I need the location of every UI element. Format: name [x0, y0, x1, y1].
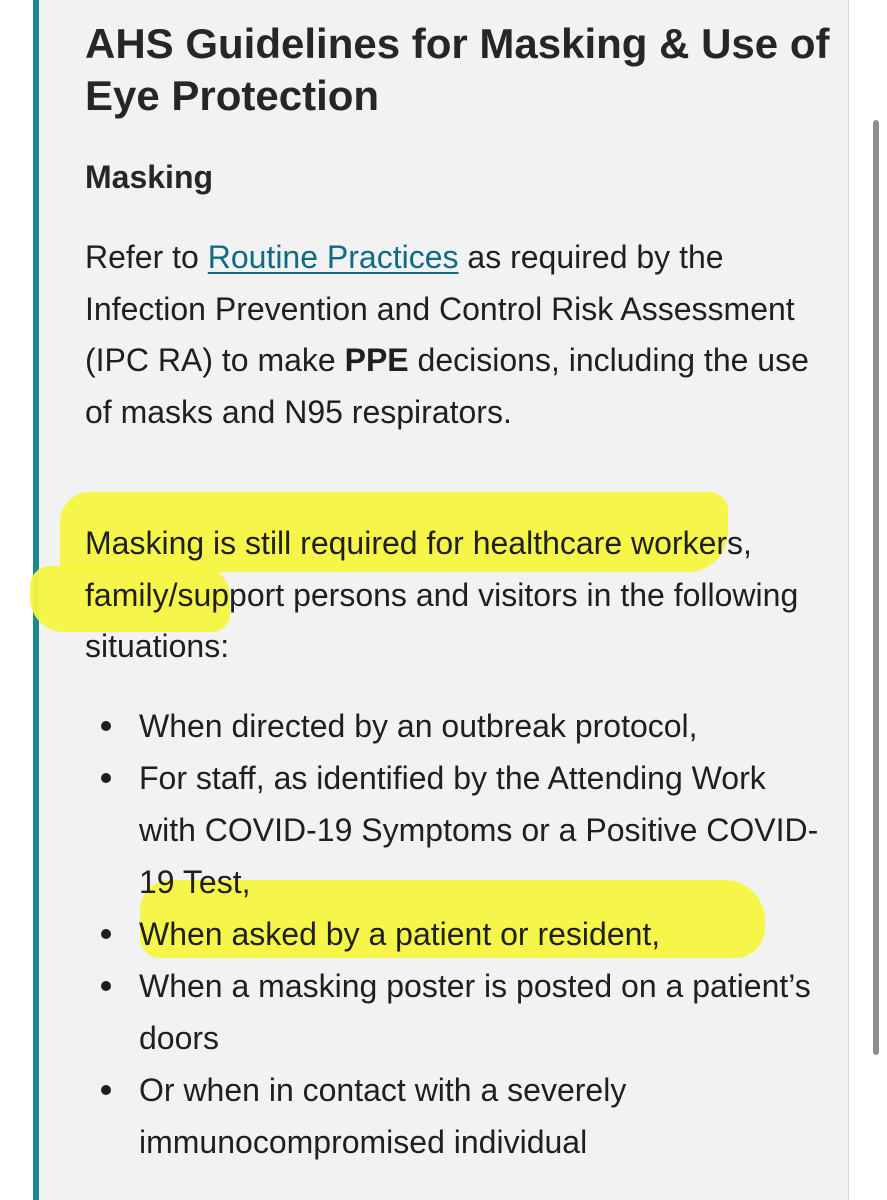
- list-item: [85, 1064, 825, 1168]
- paragraph-routine-practices: [85, 232, 825, 438]
- para1-intro: Refer to: [85, 239, 208, 275]
- para1-end: decisions, including the use of masks and N95 respirators.: [85, 342, 809, 430]
- page-title: AHS Guidelines for Masking & Use of Eye Protection: [85, 20, 830, 119]
- panel-right-edge: [848, 0, 849, 1200]
- list-item-text: For staff, as identified by the Attending Work with COVID-19 Symptoms or a Positive COVID-19 Test,: [139, 760, 819, 900]
- para1-bold-ppe: PPE: [344, 342, 409, 378]
- list-item-text: When directed by an outbreak protocol,: [139, 708, 698, 744]
- paragraph-masking-required: [85, 518, 825, 673]
- situations-list: [85, 700, 825, 1168]
- list-item-text-highlighted: When asked by a patient or resident,: [139, 916, 661, 952]
- list-item: [85, 752, 825, 908]
- list-item: [85, 700, 825, 752]
- para2-rest: family/support persons and visitors in the following situations:: [85, 576, 799, 664]
- bullet-dot: [101, 929, 111, 939]
- section-heading-masking: Masking: [85, 159, 214, 195]
- bullet-dot: [101, 773, 111, 783]
- bullet-dot: [101, 1085, 111, 1095]
- list-item-text: Or when in contact with a severely immunocompromised individual: [139, 1072, 627, 1160]
- list-item: [85, 908, 825, 960]
- highlighted-text: Masking is still required for healthcare workers,: [85, 525, 752, 561]
- routine-practices-link[interactable]: Routine Practices: [207, 239, 459, 275]
- list-item-text: When a masking poster is posted on a patient’s doors: [139, 968, 811, 1056]
- list-item: [85, 960, 825, 1064]
- para1-middle: as required by the Infection Prevention and Control Risk Assessment (IPC RA) to make: [85, 239, 795, 378]
- bullet-dot: [101, 981, 111, 991]
- scrollbar-thumb[interactable]: [873, 120, 879, 1055]
- bullet-dot: [101, 721, 111, 731]
